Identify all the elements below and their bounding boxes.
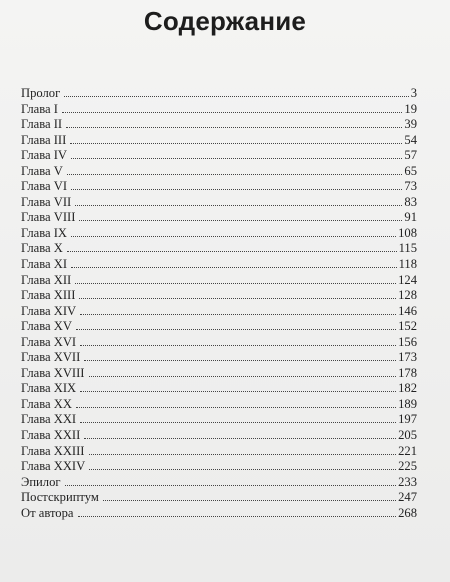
toc-entry-page-number: 118 [398, 257, 417, 272]
toc-entry-label: Глава IX [21, 225, 68, 240]
toc-entry-label: Глава XIX [21, 381, 77, 396]
toc-entry [21, 335, 417, 351]
toc-entry [21, 475, 417, 491]
toc-entry [21, 273, 417, 289]
toc-entry-label: Глава XX [21, 396, 72, 411]
dot-leader [67, 251, 397, 252]
toc-entry-label: Глава V [21, 163, 63, 178]
dot-leader [80, 391, 396, 392]
toc-entry-page-number: 173 [398, 350, 417, 365]
toc-entry [21, 397, 417, 413]
toc-entry-page-number: 57 [404, 148, 417, 163]
toc-entry-page-number: 108 [398, 225, 417, 240]
page-title: Содержание [143, 6, 307, 36]
dot-leader [75, 283, 396, 284]
toc-entry [21, 195, 417, 211]
toc-entry-page-number: 83 [404, 194, 417, 209]
dot-leader [89, 469, 396, 470]
toc-entry-label: Постскриптум [21, 490, 99, 505]
dot-leader [89, 376, 397, 377]
toc-entry [21, 117, 417, 133]
toc-entry [21, 366, 417, 382]
toc-entry [21, 148, 417, 164]
toc-entry-page-number: 3 [410, 86, 417, 100]
toc-entry-page-number: 156 [398, 334, 417, 349]
dot-leader [71, 267, 397, 268]
toc-entry-page-number: 152 [398, 319, 417, 334]
toc-entry-page-number: 65 [404, 163, 417, 178]
toc-entry [21, 304, 417, 320]
toc-entry [21, 241, 417, 257]
toc-entry-page-number: 124 [398, 272, 417, 287]
toc-entry-label: Глава I [21, 101, 58, 116]
toc-entry [21, 459, 417, 475]
dot-leader [71, 236, 396, 237]
toc-entry-page-number: 205 [398, 428, 417, 443]
toc-entry-page-number: 54 [404, 132, 417, 147]
toc-entry-label: Глава XVIII [21, 365, 85, 380]
toc-entry-page-number: 115 [398, 241, 417, 256]
dot-leader [67, 174, 403, 175]
toc-entry [21, 428, 417, 444]
toc-entry-label: Глава VII [21, 194, 72, 209]
toc-entry [21, 179, 417, 195]
table-of-contents [21, 86, 417, 521]
dot-leader [62, 112, 402, 113]
toc-entry-label: Глава II [21, 117, 63, 132]
dot-leader [64, 96, 408, 97]
dot-leader [84, 438, 396, 439]
toc-entry-page-number: 233 [398, 474, 417, 489]
dot-leader [80, 314, 396, 315]
toc-entry-label: Пролог [21, 86, 61, 100]
toc-entry [21, 319, 417, 335]
toc-entry-label: Глава XIV [21, 303, 77, 318]
toc-entry [21, 490, 417, 506]
toc-entry-page-number: 189 [398, 396, 417, 411]
toc-entry-page-number: 128 [398, 288, 417, 303]
dot-leader [75, 205, 402, 206]
toc-entry [21, 381, 417, 397]
dot-leader [79, 220, 402, 221]
toc-entry-page-number: 91 [404, 210, 417, 225]
toc-entry-label: Эпилог [21, 474, 61, 489]
toc-entry-label: Глава XXII [21, 428, 81, 443]
toc-entry [21, 226, 417, 242]
toc-entry-page-number: 197 [398, 412, 417, 427]
toc-entry-label: Глава VIII [21, 210, 76, 225]
dot-leader [80, 345, 396, 346]
dot-leader [71, 189, 402, 190]
dot-leader [76, 329, 396, 330]
toc-entry-label: Глава XV [21, 319, 72, 334]
dot-leader [70, 143, 402, 144]
toc-entry [21, 133, 417, 149]
dot-leader [65, 485, 397, 486]
toc-entry [21, 506, 417, 522]
toc-entry-page-number: 178 [398, 365, 417, 380]
toc-entry-page-number: 19 [404, 101, 417, 116]
toc-entry-page-number: 146 [398, 303, 417, 318]
toc-entry [21, 288, 417, 304]
toc-entry-label: Глава XI [21, 257, 68, 272]
toc-entry [21, 210, 417, 226]
toc-entry [21, 412, 417, 428]
toc-entry-label: Глава XVII [21, 350, 81, 365]
toc-entry-label: От автора [21, 505, 74, 520]
toc-entry [21, 257, 417, 273]
toc-entry [21, 164, 417, 180]
toc-entry-label: Глава XII [21, 272, 72, 287]
toc-entry-page-number: 182 [398, 381, 417, 396]
toc-entry-label: Глава XVI [21, 334, 77, 349]
dot-leader [103, 500, 396, 501]
toc-entry-page-number: 73 [404, 179, 417, 194]
dot-leader [71, 158, 402, 159]
toc-entry-label: Глава VI [21, 179, 68, 194]
dot-leader [76, 407, 396, 408]
toc-entry-page-number: 221 [398, 443, 417, 458]
dot-leader [66, 127, 402, 128]
dot-leader [84, 360, 396, 361]
dot-leader [78, 516, 397, 517]
toc-entry-label: Глава XXIII [21, 443, 85, 458]
toc-entry [21, 86, 417, 102]
toc-entry-label: Глава III [21, 132, 67, 147]
dot-leader [89, 454, 397, 455]
toc-entry-label: Глава XXI [21, 412, 77, 427]
toc-entry-page-number: 225 [398, 459, 417, 474]
dot-leader [80, 422, 396, 423]
toc-entry-page-number: 268 [398, 505, 417, 520]
toc-entry-page-number: 247 [398, 490, 417, 505]
toc-entry [21, 350, 417, 366]
toc-entry-label: Глава XIII [21, 288, 76, 303]
toc-entry [21, 102, 417, 118]
toc-entry-page-number: 39 [404, 117, 417, 132]
toc-entry-label: Глава X [21, 241, 63, 256]
toc-entry-label: Глава IV [21, 148, 68, 163]
dot-leader [79, 298, 396, 299]
toc-entry [21, 444, 417, 460]
toc-entry-label: Глава XXIV [21, 459, 86, 474]
